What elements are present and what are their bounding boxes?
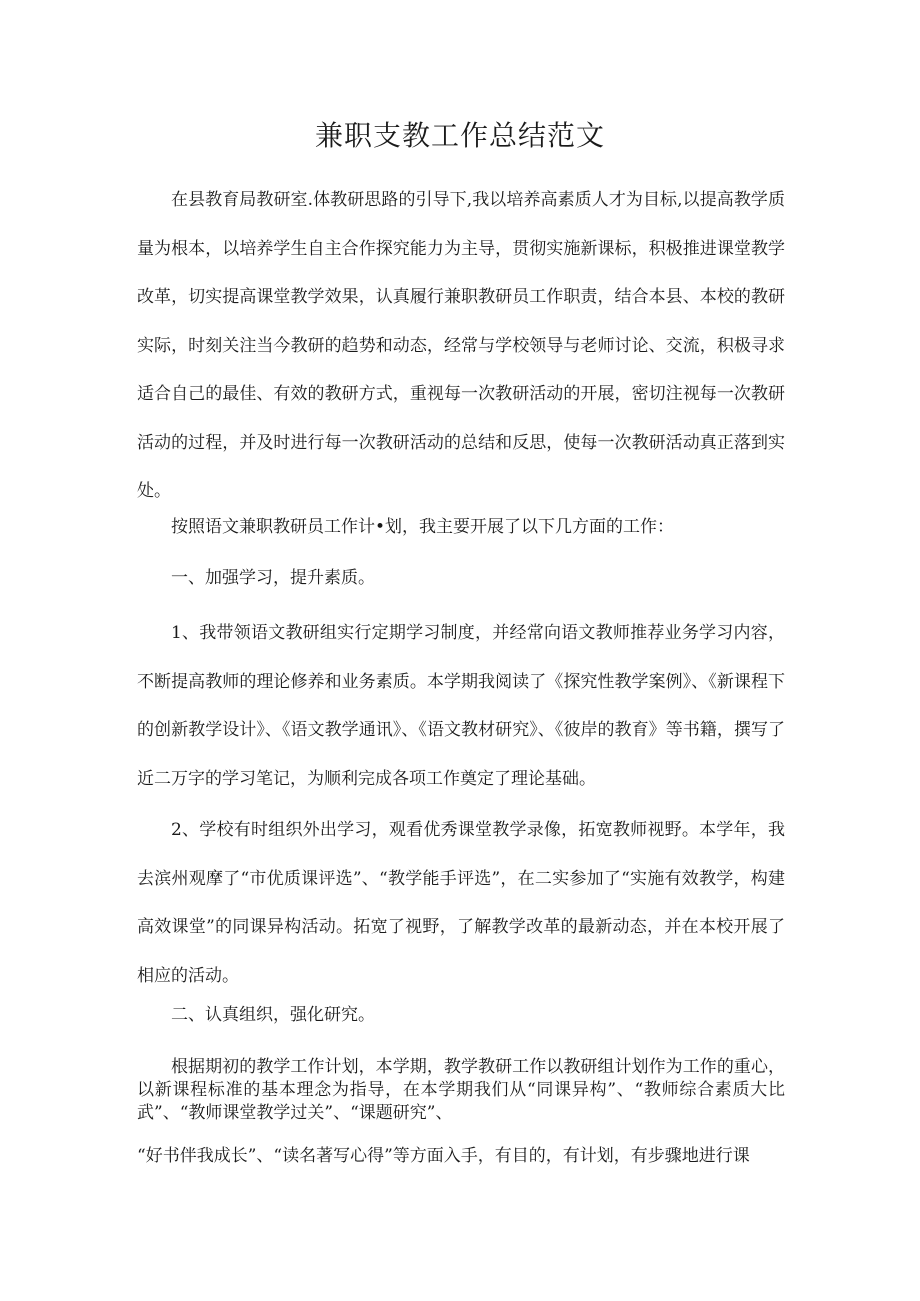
item-1-paragraph: 1、我带领语文教研组实行定期学习制度，并经常向语文教师推荐业务学习内容，不断提高教师的理论修养和业务素质。本学期我阅读了《探究性教学案例》、《新课程下的创新教学设计》、《语文教学通讯》、《语文教材研究》、《彼岸的教育》等书籍，撰写了近二万字的学习笔记，为顺利完成各项工作奠定了理论基础。: [137, 623, 785, 789]
section-heading-2: 二、认真组织，强化研究。: [171, 1005, 375, 1025]
item-2-paragraph: 2、学校有时组织外出学习，观看优秀课堂教学录像，拓宽教师视野。本学年，我去滨州观摩了“市优质课评选”、“教学能手评选”，在二实参加了“实施有效教学，构建高效课堂”的同课异构活动。拓宽了视野，了解教学改革的最新动态，并在本校开展了相应的活动。: [137, 820, 785, 986]
continuation-paragraph: “好书伴我成长”、“读名著写心得”等方面入手，有目的，有计划，有步骤地进行课: [137, 1146, 750, 1166]
section-heading-1: 一、加强学习，提升素质。: [171, 568, 375, 588]
plan-paragraph: 按照语文兼职教研员工作计•划，我主要开展了以下几方面的工作：: [171, 517, 675, 537]
intro-paragraph: 在县教育局教研室.体教研思路的引导下,我以培养高素质人才为目标,以提高教学质量为根本，以培养学生自主合作探究能力为主导，贯彻实施新课标，积极推进课堂教学改革，切实提高课堂教学效果，认真履行兼职教研员工作职责，结合本县、本校的教研实际，时刻关注当今教研的趋势和动态，经常与学校领导与老师讨论、交流，积极寻求适合自己的最佳、有效的教研方式，重视每一次教研活动的开展，密切注视每一次教研活动的过程，并及时进行每一次教研活动的总结和反思，使每一次教研活动真正落到实处。: [137, 190, 785, 501]
teaching-plan-paragraph: 根据期初的教学工作计划，本学期，教学教研工作以教研组计划作为工作的重心，以新课程标准的基本理念为指导，在本学期我们从“同课异构”、“教师综合素质大比武”、“教师课堂教学过关”、“课题研究”、: [137, 1057, 785, 1123]
document-title: 兼职支教工作总结范文: [314, 119, 605, 152]
